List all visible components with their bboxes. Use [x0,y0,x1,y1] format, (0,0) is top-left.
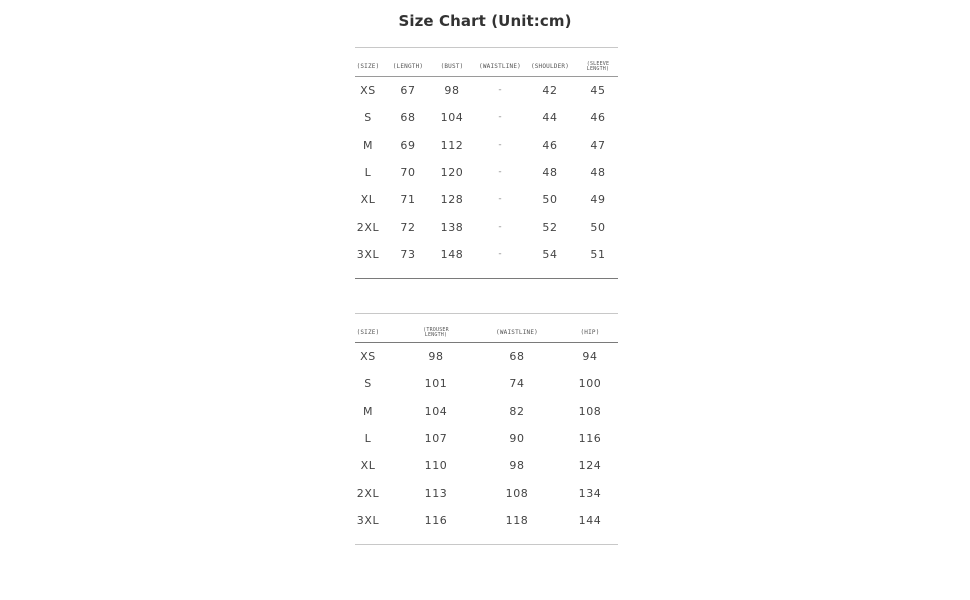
top-table-cell-r5-c4: 52 [542,220,558,234]
bottom-table-cell-r3-c0: L [364,431,372,445]
size-chart-title: Size Chart (Unit:cm) [398,12,572,30]
top-table-bottom-rule [355,278,618,279]
bottom-table-cell-r2-c1: 104 [424,404,448,418]
top-table-cell-r0-c0: XS [360,84,376,97]
top-table-cell-r6-c5: 51 [590,247,606,261]
top-table-cell-r5-c1: 72 [400,220,416,234]
top-table-cell-r4-c5: 49 [590,193,606,207]
top-table-cell-r2-c3: - [498,139,502,150]
top-table-cell-r3-c2: 120 [440,165,464,179]
bottom-table-header-2: (WAISTLINE) [496,329,538,336]
top-table-cell-r1-c5: 46 [590,111,606,125]
top-table-header-1: (LENGTH) [392,63,424,70]
top-table-cell-r1-c1: 68 [400,111,416,125]
bottom-table-header-0: (SIZE) [356,329,380,336]
bottom-table-cell-r2-c2: 82 [509,404,525,418]
top-table-cell-r5-c0: 2XL [356,220,380,234]
bottom-table-cell-r3-c1: 107 [424,431,448,445]
bottom-table-header-1: (TROUSER LENGTH) [423,327,449,338]
bottom-table-bottom-rule [355,544,618,545]
bottom-table-cell-r4-c0: XL [360,459,376,473]
top-table-cell-r6-c4: 54 [542,247,558,261]
top-table-cell-r1-c3: - [498,112,502,123]
bottom-table-cell-r3-c2: 90 [509,431,525,445]
bottom-table-cell-r6-c0: 3XL [356,513,380,527]
top-table-cell-r4-c4: 50 [542,193,558,207]
bottom-table-header-3: (HIP) [580,329,600,336]
top-table-cell-r2-c0: M [362,138,374,152]
top-table-cell-r2-c1: 69 [400,138,416,152]
top-table-cell-r0-c5: 45 [590,84,606,97]
top-table-cell-r2-c2: 112 [440,138,464,152]
top-table-header-5: (SLEEVE LENGTH) [586,61,610,72]
top-table-cell-r4-c0: XL [360,193,376,207]
top-table-cell-r6-c1: 73 [400,247,416,261]
top-table-cell-r4-c2: 128 [440,193,464,207]
top-table-cell-r0-c2: 98 [444,84,460,97]
bottom-table-top-rule [355,313,618,314]
top-table-cell-r3-c5: 48 [590,165,606,179]
top-table-cell-r0-c4: 42 [542,84,558,97]
top-table-cell-r2-c5: 47 [590,138,606,152]
bottom-table-cell-r4-c2: 98 [509,459,525,473]
bottom-table-cell-r0-c1: 98 [428,350,444,363]
top-table-header-rule [355,76,618,77]
bottom-table-header-rule [355,342,618,343]
top-table-header-2: (BUST) [440,63,464,70]
bottom-table-cell-r3-c3: 116 [578,431,602,445]
bottom-table-cell-r5-c0: 2XL [356,486,380,500]
top-table-header-0: (SIZE) [356,63,380,70]
top-table-cell-r4-c3: - [498,194,502,205]
bottom-table-cell-r5-c3: 134 [578,486,602,500]
bottom-table-cell-r1-c1: 101 [424,377,448,391]
top-table-header-4: (SHOULDER) [530,63,570,70]
bottom-table-cell-r6-c1: 116 [424,513,448,527]
bottom-table-cell-r5-c1: 113 [424,486,448,500]
bottom-table-cell-r0-c3: 94 [582,350,598,363]
bottom-table-cell-r1-c0: S [364,377,372,391]
top-table-cell-r1-c2: 104 [440,111,464,125]
bottom-table-cell-r4-c3: 124 [578,459,602,473]
bottom-table-cell-r6-c2: 118 [505,513,529,527]
top-table-header-3: (WAISTLINE) [479,63,521,70]
top-table-cell-r1-c0: S [364,111,372,125]
top-table-top-rule [355,47,618,48]
bottom-table-cell-r1-c2: 74 [509,377,525,391]
top-table-cell-r5-c2: 138 [440,220,464,234]
top-table-cell-r3-c4: 48 [542,165,558,179]
bottom-table-cell-r1-c3: 100 [578,377,602,391]
top-table-cell-r5-c5: 50 [590,220,606,234]
top-table-cell-r0-c3: - [498,85,502,95]
top-table-cell-r6-c0: 3XL [356,247,380,261]
top-table-cell-r3-c0: L [364,165,372,179]
bottom-table-cell-r0-c0: XS [360,350,376,363]
bottom-table-cell-r4-c1: 110 [424,459,448,473]
bottom-table-cell-r2-c3: 108 [578,404,602,418]
top-table-cell-r1-c4: 44 [542,111,558,125]
top-table-cell-r3-c3: - [498,166,502,177]
bottom-table-cell-r5-c2: 108 [505,486,529,500]
top-table-cell-r6-c3: - [498,248,502,259]
top-table-cell-r4-c1: 71 [400,193,416,207]
top-table-cell-r5-c3: - [498,221,502,232]
bottom-table-cell-r0-c2: 68 [509,350,525,363]
top-table-cell-r2-c4: 46 [542,138,558,152]
top-table-cell-r0-c1: 67 [400,84,416,97]
top-table-cell-r3-c1: 70 [400,165,416,179]
bottom-table-cell-r2-c0: M [362,404,374,418]
top-table-cell-r6-c2: 148 [440,247,464,261]
bottom-table-cell-r6-c3: 144 [578,513,602,527]
